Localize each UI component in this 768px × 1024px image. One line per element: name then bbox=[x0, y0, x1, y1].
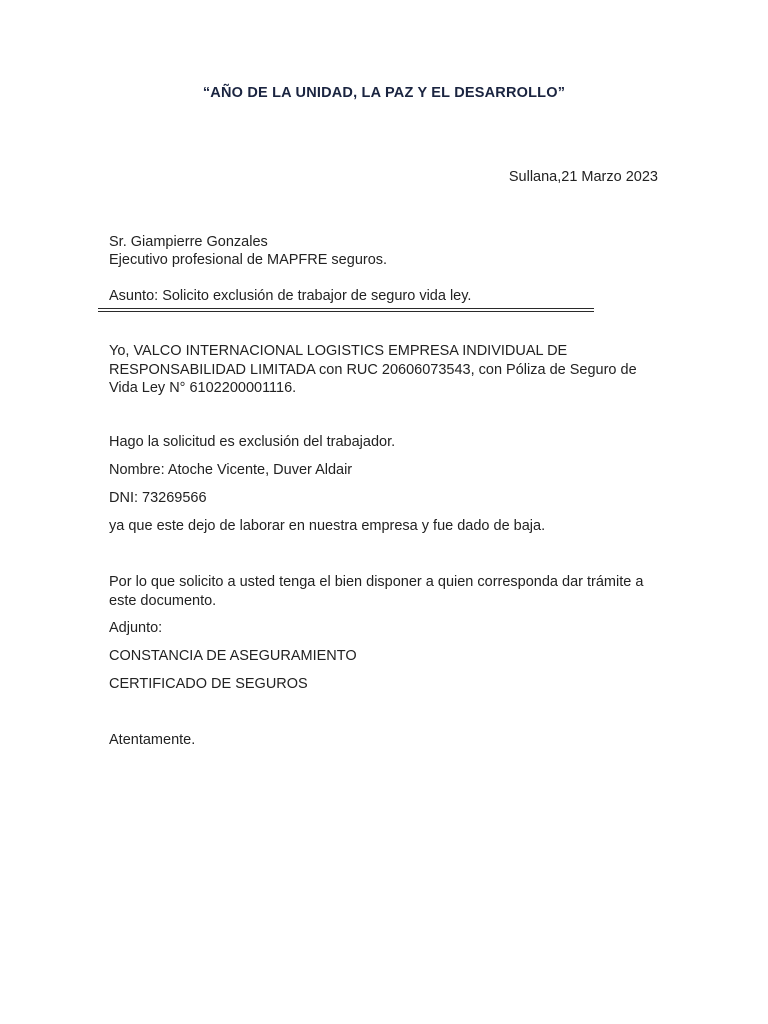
attachment-item: CERTIFICADO DE SEGUROS bbox=[109, 676, 308, 692]
subject-underline-top bbox=[98, 308, 594, 309]
worker-name: Nombre: Atoche Vicente, Duver Aldair bbox=[109, 462, 353, 478]
closing-request: Por lo que solicito a usted tenga el bien disponer a quien corresponda dar trámite a este documento. bbox=[109, 574, 644, 609]
recipient-title: Ejecutivo profesional de MAPFRE seguros. bbox=[109, 252, 388, 268]
worker-dni: DNI: 73269566 bbox=[109, 490, 207, 506]
place-date: Sullana,21 Marzo 2023 bbox=[508, 169, 658, 185]
letter-heading: “AÑO DE LA UNIDAD, LA PAZ Y EL DESARROLLO” bbox=[202, 85, 566, 101]
request-line: Hago la solicitud es exclusión del trabajador. bbox=[109, 434, 396, 450]
intro-paragraph: Yo, VALCO INTERNACIONAL LOGISTICS EMPRESA INDIVIDUAL DE RESPONSABILIDAD LIMITADA con RUC 20606073543, con Póliza de Seguro de Vida Ley N° 6102200001116. bbox=[109, 343, 637, 396]
recipient-name: Sr. Giampierre Gonzales bbox=[109, 234, 268, 250]
attachments-label: Adjunto: bbox=[109, 620, 163, 636]
reason-line: ya que este dejo de laborar en nuestra empresa y fue dado de baja. bbox=[109, 518, 546, 534]
attachment-item: CONSTANCIA DE ASEGURAMIENTO bbox=[109, 648, 357, 664]
subject-underline-bottom bbox=[98, 311, 594, 312]
sign-off: Atentamente. bbox=[109, 732, 196, 748]
subject-line: Asunto: Solicito exclusión de trabajor de seguro vida ley. bbox=[109, 288, 472, 304]
